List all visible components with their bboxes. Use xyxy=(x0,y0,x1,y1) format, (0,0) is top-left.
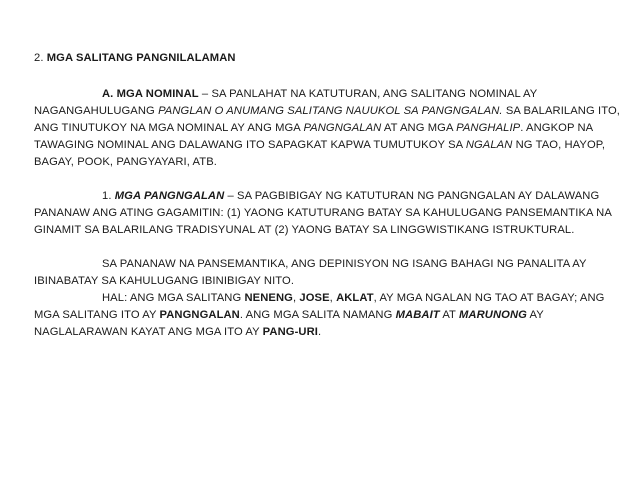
spacer xyxy=(34,171,620,188)
document-page xyxy=(34,50,620,341)
example-text-2: , AY MGA NGALAN NG TAO AT BAGAY; ANG MGA SALITANG ITO AY xyxy=(34,292,605,321)
nominal-text-5: NG TAO, HAYOP, BAGAY, POOK, PANGYAYARI, ATB. xyxy=(34,139,606,168)
nominal-label: A. MGA NOMINAL xyxy=(102,88,199,100)
example-word-neneng: NENENG xyxy=(244,292,293,304)
example-text-4: AT xyxy=(439,309,459,321)
spacer xyxy=(34,67,620,86)
example-word-mabait: MABAIT xyxy=(395,309,440,321)
example-word-pangngalan: PANGNGALAN xyxy=(159,309,240,321)
paragraph-nominal xyxy=(34,86,620,171)
nominal-italic-4: NGALAN xyxy=(465,139,513,151)
example-sep-1: , xyxy=(292,292,300,304)
example-text-6: . xyxy=(317,326,322,338)
example-text-3: . ANG MGA SALITA NAMANG xyxy=(239,309,396,321)
heading-title: MGA SALITANG PANGNILALAMAN xyxy=(46,52,236,64)
nominal-text-1: – SA PANLAHAT NA KATUTURAN, ANG SALITANG NOMINAL AY NAGANGAHULUGANG xyxy=(34,88,538,117)
nominal-text-3: AT ANG MGA xyxy=(381,122,457,134)
nominal-italic-3: PANGHALIP xyxy=(456,122,521,134)
example-word-aklat: AKLAT xyxy=(336,292,374,304)
nominal-italic-2: PANGNGALAN xyxy=(303,122,382,134)
nominal-italic-1: PANGLAN O ANUMANG SALITANG NAUUKOL SA PANGNGALAN. xyxy=(158,105,503,117)
example-word-pang-uri: PANG-URI xyxy=(262,326,318,338)
nominal-text-2: SA BALARILANG ITO, ANG TINUTUKOY NA MGA NOMINAL AY ANG MGA xyxy=(34,105,620,134)
paragraph-example xyxy=(34,290,620,341)
pangngalan-text: – SA PAGBIBIGAY NG KATUTURAN NG PANGNGALAN AY DALAWANG PANANAW ANG ATING GAGAMITIN: (1) YAONG KATUTURANG BATAY SA KAHULUGANG PANSEMANTIKA NA GINAMIT SA BALARILANG TRADISYUNAL AT (2) YAONG BATAY SA LINGGWISTIKANG ISTRUKTURAL. xyxy=(34,190,612,236)
paragraph-pangngalan xyxy=(34,188,620,239)
section-heading xyxy=(34,50,620,67)
example-sep-2: , xyxy=(329,292,337,304)
pangngalan-label: MGA PANGNGALAN xyxy=(114,190,225,202)
example-text-1: HAL: ANG MGA SALITANG xyxy=(102,292,245,304)
example-word-marunong: MARUNONG xyxy=(459,309,527,321)
heading-number: 2. xyxy=(34,52,47,64)
pangngalan-number: 1. xyxy=(102,190,115,202)
spacer xyxy=(34,239,620,256)
example-word-jose: JOSE xyxy=(299,292,330,304)
paragraph-semantic xyxy=(34,256,620,290)
example-text-5: AY NAGLALARAWAN KAYAT ANG MGA ITO AY xyxy=(34,309,544,338)
semantic-text: SA PANANAW NA PANSEMANTIKA, ANG DEPINISYON NG ISANG BAHAGI NG PANALITA AY IBINABATAY SA KAHULUGANG IBINIBIGAY NITO. xyxy=(34,258,587,287)
nominal-text-4: . ANGKOP NA TAWAGING NOMINAL ANG DALAWANG ITO SAPAGKAT KAPWA TUMUTUKOY SA xyxy=(34,122,593,151)
